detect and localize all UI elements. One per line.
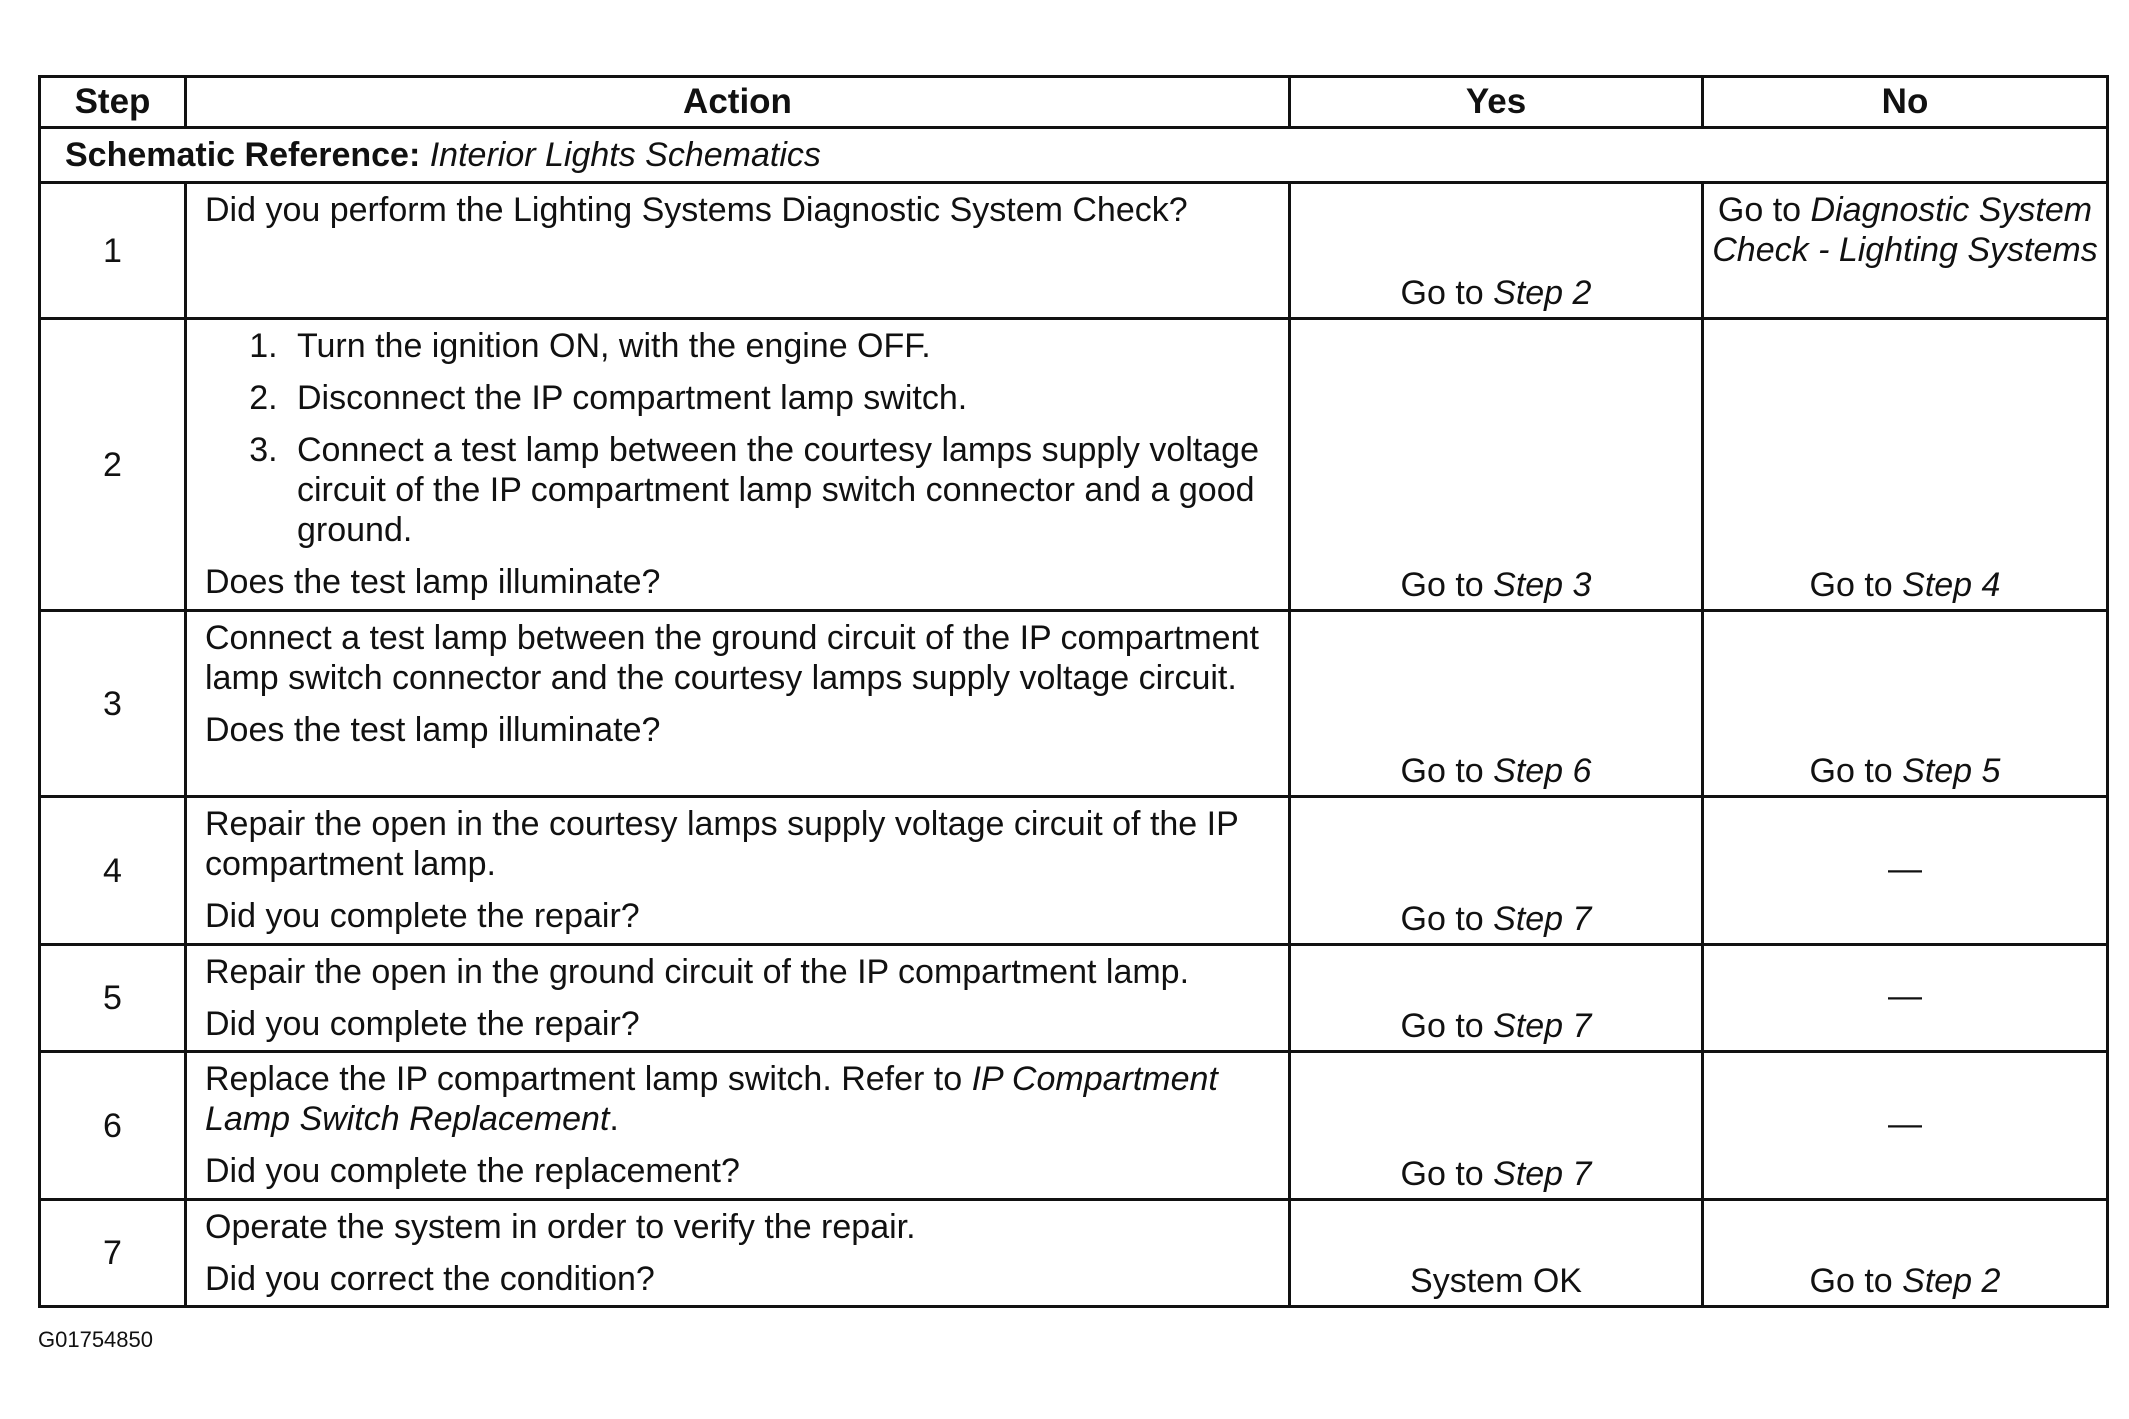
no-dash: —	[1888, 1104, 1922, 1143]
no-link[interactable]: Step 4	[1902, 566, 2001, 604]
table-row	[40, 183, 2108, 319]
reference-link[interactable]: Interior Lights Schematics	[429, 136, 821, 174]
replace-suffix: .	[609, 1100, 619, 1138]
table-row	[40, 319, 2108, 611]
action-instruction: Operate the system in order to verify the repair.	[205, 1208, 916, 1246]
no-cell	[1703, 1052, 2108, 1200]
yes-cell	[1290, 611, 1703, 797]
no-prefix: Go to	[1809, 1262, 1903, 1300]
yes-cell	[1290, 1052, 1703, 1200]
no-cell	[1703, 797, 2108, 945]
no-prefix: Go to	[1809, 566, 1903, 604]
yes-prefix: Go to	[1400, 752, 1494, 790]
header-row	[40, 77, 2108, 128]
no-prefix: Go to	[1717, 191, 1811, 229]
yes-link[interactable]: Step 2	[1493, 274, 1592, 312]
no-link[interactable]: Diagnostic System Check - Lighting Systems	[1712, 191, 2098, 269]
table-row	[40, 945, 2108, 1052]
figure-id: G01754850	[38, 1327, 153, 1352]
action-cell	[186, 183, 1290, 319]
step-number: 5	[40, 945, 186, 1052]
step-number: 4	[40, 797, 186, 945]
action-question: Did you correct the condition?	[205, 1260, 655, 1298]
yes-cell	[1290, 797, 1703, 945]
reference-label: Schematic Reference:	[65, 136, 421, 174]
yes-cell	[1290, 1200, 1703, 1307]
yes-prefix: Go to	[1400, 274, 1494, 312]
substep-list	[205, 326, 1270, 550]
action-instruction	[205, 1059, 1270, 1139]
action-cell	[186, 1052, 1290, 1200]
yes-link[interactable]: Step 6	[1493, 752, 1592, 790]
action-question: Does the test lamp illuminate?	[205, 711, 661, 749]
action-instruction: Repair the open in the ground circuit of the IP compartment lamp.	[205, 953, 1190, 991]
step-number: 1	[40, 183, 186, 319]
yes-result: System OK	[1410, 1262, 1582, 1300]
no-cell	[1703, 611, 2108, 797]
action-cell	[186, 945, 1290, 1052]
no-prefix: Go to	[1809, 752, 1903, 790]
yes-cell	[1290, 319, 1703, 611]
yes-prefix: Go to	[1400, 1007, 1494, 1045]
yes-link[interactable]: Step 7	[1493, 1007, 1592, 1045]
step-number: 2	[40, 319, 186, 611]
schematic-reference	[40, 128, 2108, 183]
no-link[interactable]: Step 2	[1902, 1262, 2001, 1300]
action-question: Did you complete the replacement?	[205, 1152, 740, 1190]
action-question: Did you complete the repair?	[205, 897, 640, 935]
yes-prefix: Go to	[1400, 566, 1494, 604]
table-row	[40, 1200, 2108, 1307]
table-row	[40, 797, 2108, 945]
action-question: Does the test lamp illuminate?	[205, 563, 661, 601]
no-cell	[1703, 319, 2108, 611]
diagnostic-table	[38, 75, 2109, 1308]
yes-link[interactable]: Step 7	[1493, 900, 1592, 938]
procedure-link[interactable]: IP Compartment Lamp Switch Replacement	[205, 1060, 1218, 1138]
no-dash: —	[1888, 849, 1922, 888]
action-instruction: Connect a test lamp between the ground circuit of the IP compartment lamp switch connector and the courtesy lamps supply voltage circuit.	[205, 619, 1259, 697]
replace-text: Replace the IP compartment lamp switch. Refer to	[205, 1060, 972, 1098]
no-cell	[1703, 183, 2108, 319]
yes-link[interactable]: Step 3	[1493, 566, 1592, 604]
substep-item: 3. Connect a test lamp between the courtesy lamps supply voltage circuit of the IP compartment lamp switch connector and a good ground.	[287, 430, 1270, 550]
yes-cell	[1290, 945, 1703, 1052]
table-row	[40, 611, 2108, 797]
no-dash: —	[1888, 977, 1922, 1015]
yes-link[interactable]: Step 7	[1493, 1155, 1592, 1193]
substep-item: 2. Disconnect the IP compartment lamp switch.	[287, 378, 1270, 418]
action-cell	[186, 797, 1290, 945]
step-number: 7	[40, 1200, 186, 1307]
yes-prefix: Go to	[1400, 900, 1494, 938]
no-cell	[1703, 1200, 2108, 1307]
action-cell	[186, 611, 1290, 797]
header-yes: Yes	[1290, 77, 1703, 128]
reference-row	[40, 128, 2108, 183]
action-question: Did you perform the Lighting Systems Diagnostic System Check?	[205, 191, 1188, 229]
action-cell	[186, 1200, 1290, 1307]
action-question: Did you complete the repair?	[205, 1005, 640, 1043]
no-link[interactable]: Step 5	[1902, 752, 2001, 790]
header-step: Step	[40, 77, 186, 128]
yes-cell	[1290, 183, 1703, 319]
action-cell	[186, 319, 1290, 611]
no-cell	[1703, 945, 2108, 1052]
step-number: 6	[40, 1052, 186, 1200]
action-instruction: Repair the open in the courtesy lamps supply voltage circuit of the IP compartment lamp.	[205, 805, 1239, 883]
table-row	[40, 1052, 2108, 1200]
header-action: Action	[186, 77, 1290, 128]
header-no: No	[1703, 77, 2108, 128]
yes-prefix: Go to	[1400, 1155, 1494, 1193]
step-number: 3	[40, 611, 186, 797]
substep-item: 1. Turn the ignition ON, with the engine OFF.	[287, 326, 1270, 366]
